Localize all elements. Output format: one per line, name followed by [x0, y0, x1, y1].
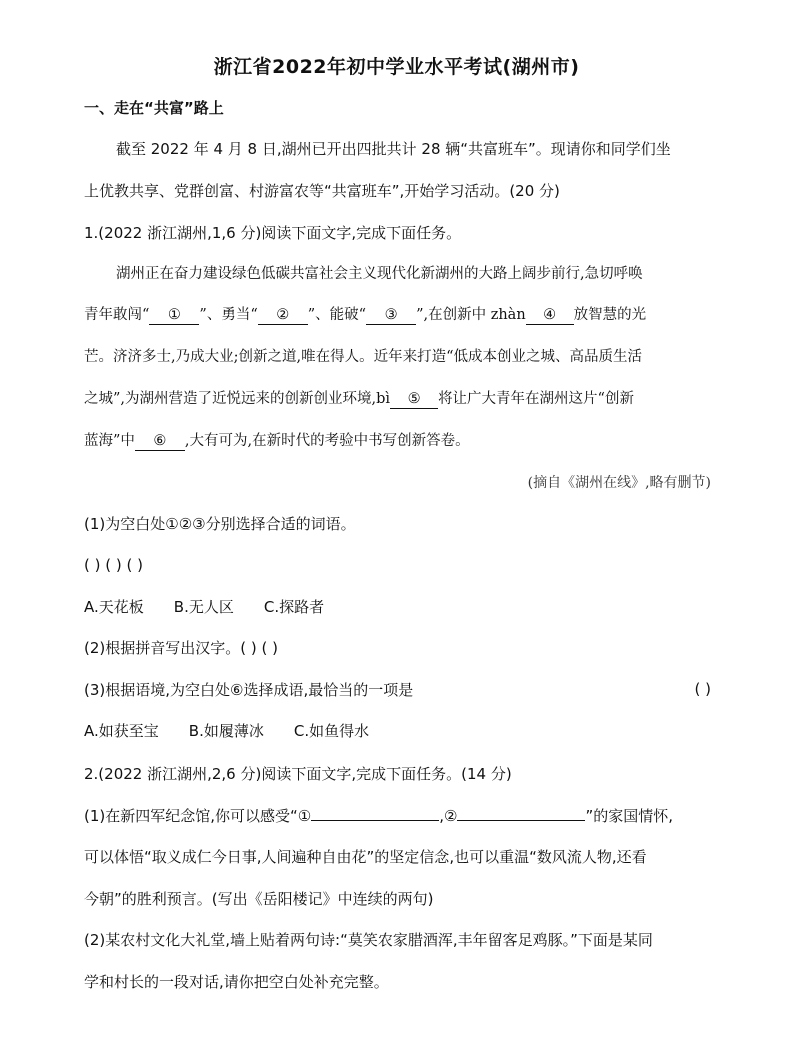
- answer-parenthesis[interactable]: ( ): [694, 680, 711, 698]
- passage-line-5: [84, 431, 470, 451]
- passage-text: ”,在创新中 zhàn: [416, 307, 526, 323]
- sub-question-2: (2)根据拼音写出汉字。( ) ( ): [84, 639, 278, 657]
- passage-text: 之城”,为湖州营造了近悦远来的创新创业环境,bì: [84, 391, 391, 407]
- q2-text: ”的家国情怀,: [585, 807, 674, 825]
- option-a[interactable]: A.如获至宝: [84, 722, 159, 740]
- passage-line-1: 湖州正在奋力建设绿色低碳共富社会主义现代化新湖州的大路上阔步前行,急切呼唤: [116, 266, 643, 282]
- section-heading: 一、走在“共富”路上: [84, 99, 224, 117]
- page-title: 浙江省2022年初中学业水平考试(湖州市): [213, 56, 580, 78]
- passage-line-2: [84, 305, 646, 325]
- option-b[interactable]: B.如履薄冰: [188, 722, 264, 740]
- sub-question-1: (1)为空白处①②③分别选择合适的词语。: [84, 515, 356, 533]
- passage-text: ”、能破“: [307, 307, 367, 323]
- intro-line-2: 上优教共享、党群创富、村游富农等“共富班车”,开始学习活动。(20 分): [84, 182, 560, 200]
- passage-text: ,大有可为,在新时代的考验中书写创新答卷。: [184, 433, 470, 449]
- question-2-header: 2.(2022 浙江湖州,2,6 分)阅读下面文字,完成下面任务。(14 分): [84, 765, 512, 783]
- question-1-header: 1.(2022 浙江湖州,1,6 分)阅读下面文字,完成下面任务。: [84, 224, 462, 242]
- passage-text: 放智慧的光: [573, 307, 647, 323]
- passage-text: 青年敢闯“: [84, 307, 150, 323]
- q2-sub2-line-2: 学和村长的一段对话,请你把空白处补充完整。: [84, 973, 389, 991]
- q2-sub1-line-1: [84, 806, 673, 826]
- passage-text: ”、勇当“: [199, 307, 258, 323]
- blank-3[interactable]: ③: [366, 306, 416, 325]
- answer-blank-1[interactable]: [311, 820, 439, 821]
- passage-line-3: 芒。济济多士,乃成大业;创新之道,唯在得人。近年来打造“低成本创业之城、高品质生活: [84, 349, 643, 365]
- q2-text: (1)在新四军纪念馆,你可以感受“①: [84, 807, 312, 825]
- passage-text: 蓝海”中: [84, 433, 135, 449]
- option-c[interactable]: C.如鱼得水: [293, 722, 370, 740]
- option-row-2: [84, 721, 369, 741]
- blank-2[interactable]: ②: [258, 306, 308, 325]
- q2-sub1-line-3: 今朝”的胜利预言。(写出《岳阳楼记》中连续的两句): [84, 890, 434, 908]
- option-row-1: [84, 597, 324, 617]
- source-note: (摘自《湖州在线》,略有删节): [527, 475, 711, 491]
- blank-5[interactable]: ⑤: [390, 390, 438, 409]
- sub-question-3: (3)根据语境,为空白处⑥选择成语,最恰当的一项是: [84, 681, 414, 699]
- intro-line-1: 截至 2022 年 4 月 8 日,湖州已开出四批共计 28 辆“共富班车”。现请你和同学们坐: [116, 140, 671, 158]
- option-a[interactable]: A.天花板: [84, 598, 144, 616]
- q2-text: ,②: [439, 807, 458, 825]
- passage-line-4: [84, 389, 634, 409]
- q2-sub2-line-1: (2)某农村文化大礼堂,墙上贴着两句诗:“莫笑农家腊酒浑,丰年留客足鸡豚。”下面是某同: [84, 931, 653, 949]
- answer-blank-2[interactable]: [457, 820, 585, 821]
- answer-parentheses[interactable]: ( ) ( ) ( ): [84, 556, 143, 574]
- option-c[interactable]: C.探路者: [263, 598, 325, 616]
- passage-text: 将让广大青年在湖州这片“创新: [438, 391, 634, 407]
- blank-4[interactable]: ④: [526, 306, 574, 325]
- option-b[interactable]: B.无人区: [173, 598, 234, 616]
- q2-sub1-line-2: 可以体悟“取义成仁今日事,人间遍种自由花”的坚定信念,也可以重温“数风流人物,还看: [84, 848, 647, 866]
- blank-1[interactable]: ①: [149, 306, 199, 325]
- blank-6[interactable]: ⑥: [135, 432, 185, 451]
